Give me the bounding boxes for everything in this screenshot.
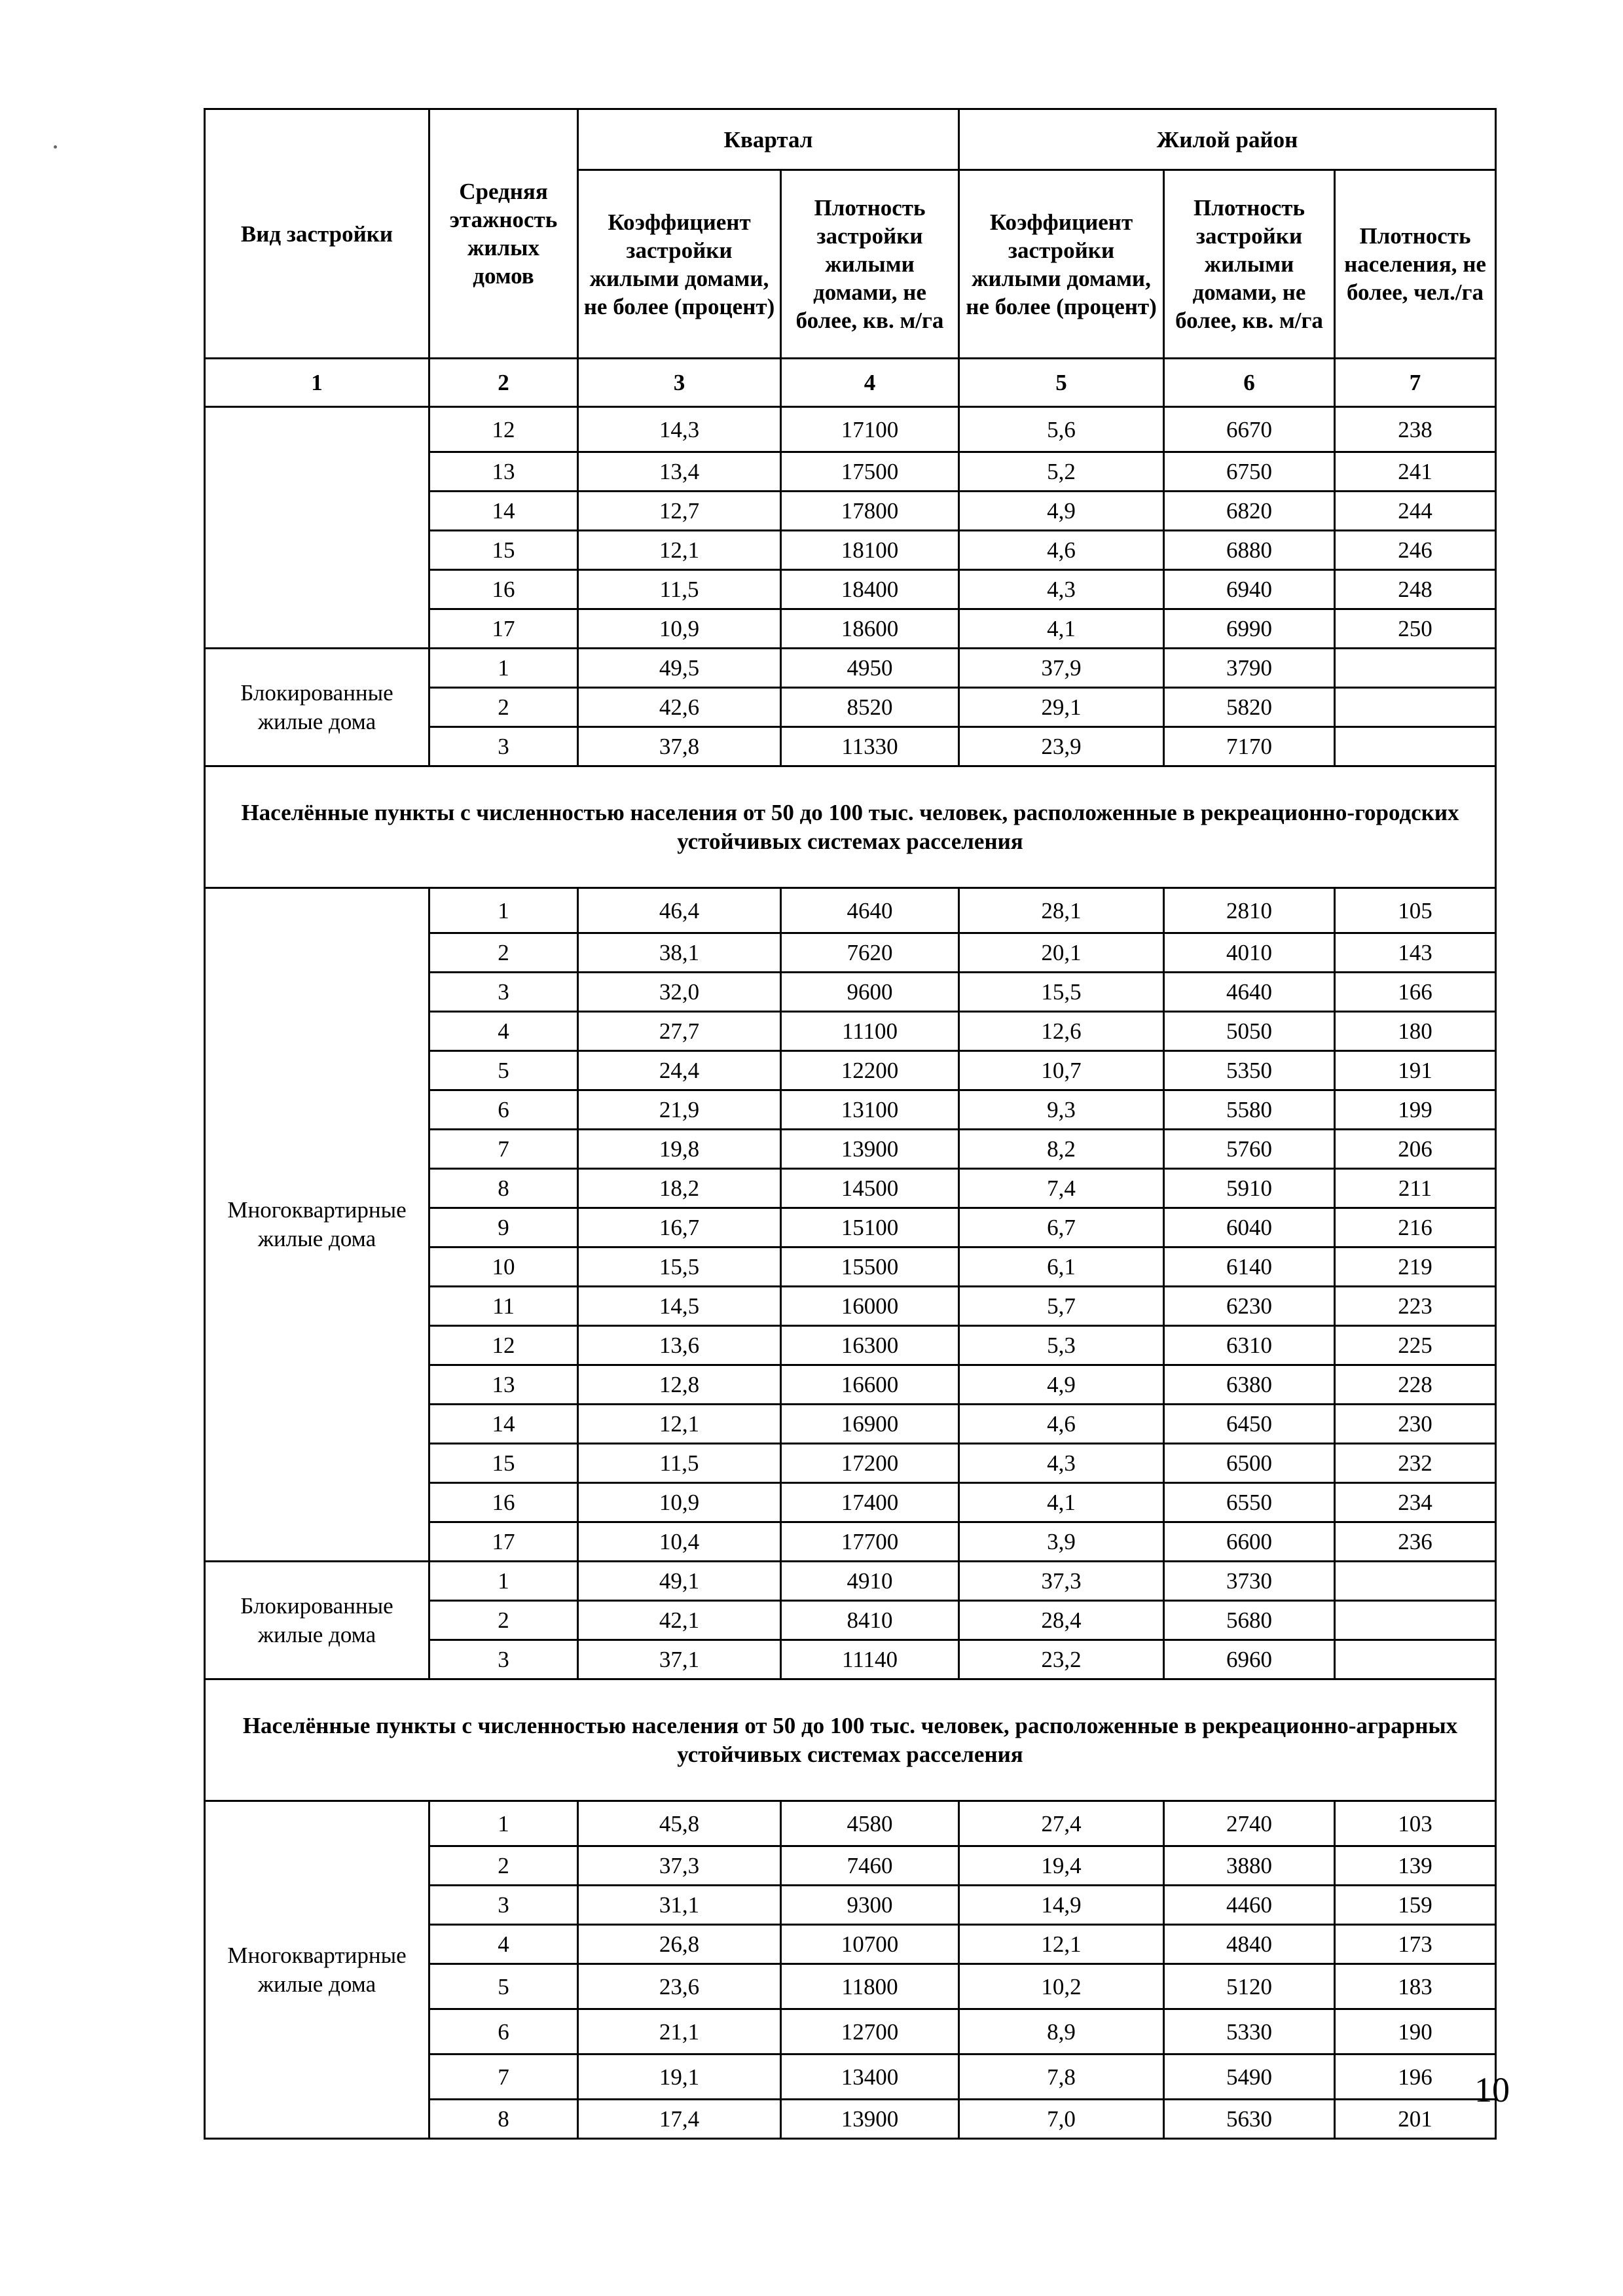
table-cell: 17700 [781,1522,959,1562]
table-cell: 5680 [1164,1601,1335,1640]
table-cell: 13900 [781,1130,959,1169]
table-cell: 143 [1335,933,1496,973]
table-cell: 159 [1335,1886,1496,1925]
table-cell: 9,3 [959,1090,1164,1130]
table-cell: 3,9 [959,1522,1164,1562]
table-cell: 105 [1335,888,1496,933]
table-cell: 15100 [781,1208,959,1247]
table-cell: 4580 [781,1801,959,1846]
table-cell: 17400 [781,1483,959,1522]
table-cell: 6960 [1164,1640,1335,1679]
table-cell: 4,9 [959,492,1164,531]
table-cell: 37,3 [578,1846,781,1886]
table-cell: 250 [1335,609,1496,649]
table-cell [1335,727,1496,766]
table-cell: 3 [429,1886,578,1925]
table-cell: 5,7 [959,1287,1164,1326]
table-row [205,888,1496,933]
table-cell: 23,6 [578,1964,781,2009]
table-cell: 37,9 [959,649,1164,688]
table-cell: 230 [1335,1405,1496,1444]
table-cell: 5330 [1164,2009,1335,2054]
table-cell: 6600 [1164,1522,1335,1562]
table-cell: 14,3 [578,407,781,452]
section-title: Населённые пункты с численностью населения от 50 до 100 тыс. человек, расположенные в рекреационно-городских устойчивых системах расселения [205,766,1496,888]
table-cell: 5820 [1164,688,1335,727]
column-number: 3 [578,359,781,407]
table-cell: 6750 [1164,452,1335,492]
table-cell: 232 [1335,1444,1496,1483]
table-cell: 228 [1335,1365,1496,1405]
table-cell: 6040 [1164,1208,1335,1247]
table-cell: 246 [1335,531,1496,570]
table-cell: 4,6 [959,531,1164,570]
table-cell: 196 [1335,2054,1496,2100]
table-cell: 180 [1335,1012,1496,1051]
header-floors: Средняя этажность жилых домов [429,109,578,359]
table-header [205,109,1496,407]
section-heading-row [205,766,1496,888]
table-cell: 236 [1335,1522,1496,1562]
table-cell: 11,5 [578,1444,781,1483]
table-cell: 11100 [781,1012,959,1051]
scan-speck [54,145,57,149]
table-cell: 13900 [781,2100,959,2139]
table-cell: 2 [429,1601,578,1640]
table-cell: 21,9 [578,1090,781,1130]
table-cell: 11330 [781,727,959,766]
table-cell: 5760 [1164,1130,1335,1169]
table-cell: 21,1 [578,2009,781,2054]
table-cell: 4,3 [959,1444,1164,1483]
table-cell: 16900 [781,1405,959,1444]
table-cell: 3730 [1164,1562,1335,1601]
table-cell: 6500 [1164,1444,1335,1483]
table-cell: 8410 [781,1601,959,1640]
table-cell: 16,7 [578,1208,781,1247]
table-cell: 45,8 [578,1801,781,1846]
table-cell: 3 [429,973,578,1012]
column-number: 6 [1164,359,1335,407]
building-type-cell-continued [205,407,429,649]
table-cell: 7460 [781,1846,959,1886]
table-row [205,1801,1496,1846]
table-row [205,407,1496,452]
table-cell: 12 [429,1326,578,1365]
table-cell: 2 [429,1846,578,1886]
table-cell: 37,3 [959,1562,1164,1601]
table-cell: 4,6 [959,1405,1164,1444]
table-cell: 26,8 [578,1925,781,1964]
table-cell: 13100 [781,1090,959,1130]
table-cell: 11,5 [578,570,781,609]
table-cell: 32,0 [578,973,781,1012]
table-cell: 248 [1335,570,1496,609]
table-cell: 11140 [781,1640,959,1679]
table-cell [1335,649,1496,688]
table-cell: 2740 [1164,1801,1335,1846]
table-cell: 12,7 [578,492,781,531]
table-cell: 8520 [781,688,959,727]
table-cell: 23,2 [959,1640,1164,1679]
table-cell: 206 [1335,1130,1496,1169]
table-cell: 173 [1335,1925,1496,1964]
density-norms-table [204,108,1497,2140]
table-cell: 139 [1335,1846,1496,1886]
table-cell [1335,1640,1496,1679]
table-cell: 6670 [1164,407,1335,452]
header-dist-population: Плотность населения, не более, чел./га [1335,170,1496,359]
table-cell: 7,0 [959,2100,1164,2139]
table-cell: 1 [429,1801,578,1846]
table-cell: 216 [1335,1208,1496,1247]
table-cell: 6940 [1164,570,1335,609]
table-cell: 6380 [1164,1365,1335,1405]
table-cell: 2 [429,688,578,727]
table-cell: 12,6 [959,1012,1164,1051]
table-cell: 19,8 [578,1130,781,1169]
header-district: Жилой район [959,109,1496,170]
table-row [205,1562,1496,1601]
table-cell: 15500 [781,1247,959,1287]
table-cell: 13400 [781,2054,959,2100]
table-cell: 12,1 [578,531,781,570]
table-cell: 18,2 [578,1169,781,1208]
table-cell: 191 [1335,1051,1496,1090]
header-vid: Вид застройки [205,109,429,359]
table-cell: 103 [1335,1801,1496,1846]
table-cell: 2810 [1164,888,1335,933]
table-cell: 166 [1335,973,1496,1012]
table-cell: 4 [429,1012,578,1051]
table-cell: 244 [1335,492,1496,531]
building-type-multi: Многоквартирные жилые дома [205,888,429,1562]
table-cell: 5 [429,1051,578,1090]
table-cell: 3790 [1164,649,1335,688]
table-cell: 6 [429,2009,578,2054]
table-cell: 2 [429,933,578,973]
table-cell: 4460 [1164,1886,1335,1925]
table-cell: 12200 [781,1051,959,1090]
section-title: Населённые пункты с численностью населения от 50 до 100 тыс. человек, расположенные в рекреационно-аграрных устойчивых системах расселения [205,1679,1496,1801]
table-cell: 38,1 [578,933,781,973]
table-cell: 16600 [781,1365,959,1405]
column-number: 2 [429,359,578,407]
table-cell: 17500 [781,452,959,492]
table-cell: 7 [429,2054,578,2100]
table-cell: 42,1 [578,1601,781,1640]
table-cell: 10700 [781,1925,959,1964]
table-cell: 7170 [1164,727,1335,766]
table-cell: 219 [1335,1247,1496,1287]
table-cell: 6230 [1164,1287,1335,1326]
table-cell: 37,1 [578,1640,781,1679]
table-cell: 13 [429,452,578,492]
section-heading-row [205,1679,1496,1801]
table-cell: 4,1 [959,609,1164,649]
table-cell: 17 [429,1522,578,1562]
table-cell: 1 [429,649,578,688]
table-cell: 6880 [1164,531,1335,570]
header-kvartal: Квартал [578,109,959,170]
header-row-groups [205,109,1496,170]
header-kv-density: Плотность застройки жилыми домами, не более, кв. м/га [781,170,959,359]
table-cell: 4,9 [959,1365,1164,1405]
table-cell: 13,4 [578,452,781,492]
table-cell: 183 [1335,1964,1496,2009]
table-cell: 17800 [781,492,959,531]
table-cell [1335,688,1496,727]
header-kv-coef: Коэффициент застройки жилыми домами, не более (процент) [578,170,781,359]
table-cell: 16000 [781,1287,959,1326]
table-cell: 16300 [781,1326,959,1365]
table-cell: 6140 [1164,1247,1335,1287]
building-type-blocked: Блокированные жилые дома [205,649,429,766]
table-cell: 6990 [1164,609,1335,649]
column-number: 4 [781,359,959,407]
table-cell: 5050 [1164,1012,1335,1051]
table-cell: 15 [429,531,578,570]
table-cell: 13 [429,1365,578,1405]
column-number: 7 [1335,359,1496,407]
table-cell: 6820 [1164,492,1335,531]
header-dist-coef: Коэффициент застройки жилыми домами, не более (процент) [959,170,1164,359]
table-cell: 6,7 [959,1208,1164,1247]
table-cell: 10,4 [578,1522,781,1562]
building-type-multi: Многоквартирные жилые дома [205,1801,429,2139]
table-cell: 12 [429,407,578,452]
table-cell: 14,9 [959,1886,1164,1925]
table-cell: 14 [429,492,578,531]
table-cell: 3 [429,1640,578,1679]
table-cell: 211 [1335,1169,1496,1208]
table-cell: 14500 [781,1169,959,1208]
table-cell: 241 [1335,452,1496,492]
column-number: 5 [959,359,1164,407]
table-cell: 13,6 [578,1326,781,1365]
table-cell: 4,3 [959,570,1164,609]
table-cell: 4 [429,1925,578,1964]
table-cell: 8 [429,2100,578,2139]
table-cell: 37,8 [578,727,781,766]
table-cell: 18600 [781,609,959,649]
table-cell: 9300 [781,1886,959,1925]
table-cell: 4,1 [959,1483,1164,1522]
table-cell: 8 [429,1169,578,1208]
table-cell: 12,1 [578,1405,781,1444]
table-cell: 24,4 [578,1051,781,1090]
table-cell: 7 [429,1130,578,1169]
table-cell: 18400 [781,570,959,609]
table-cell: 5 [429,1964,578,2009]
table-row [205,649,1496,688]
table-cell: 234 [1335,1483,1496,1522]
table-cell: 10 [429,1247,578,1287]
table-cell: 5580 [1164,1090,1335,1130]
table-cell: 238 [1335,407,1496,452]
table-cell: 18100 [781,531,959,570]
table-cell: 4640 [1164,973,1335,1012]
table-cell: 19,1 [578,2054,781,2100]
table-cell: 8,2 [959,1130,1164,1169]
table-cell: 6450 [1164,1405,1335,1444]
table-cell: 16 [429,1483,578,1522]
table-cell: 19,4 [959,1846,1164,1886]
table-cell: 12,1 [959,1925,1164,1964]
page-number: 10 [1474,2070,1510,2109]
table-cell: 4640 [781,888,959,933]
table-cell: 7,8 [959,2054,1164,2100]
table-cell: 42,6 [578,688,781,727]
table-cell: 6550 [1164,1483,1335,1522]
table-cell: 6,1 [959,1247,1164,1287]
table-cell: 7,4 [959,1169,1164,1208]
table-cell: 14,5 [578,1287,781,1326]
table-cell: 20,1 [959,933,1164,973]
table-cell: 5,3 [959,1326,1164,1365]
table-cell: 49,1 [578,1562,781,1601]
table-cell: 5,6 [959,407,1164,452]
table-cell: 5490 [1164,2054,1335,2100]
table-cell: 10,9 [578,1483,781,1522]
table-cell: 6 [429,1090,578,1130]
table-cell: 4950 [781,649,959,688]
table-cell: 14 [429,1405,578,1444]
table-cell: 15 [429,1444,578,1483]
table-cell: 16 [429,570,578,609]
table-cell: 5,2 [959,452,1164,492]
table-cell: 1 [429,1562,578,1601]
table-cell: 17 [429,609,578,649]
table-cell: 5350 [1164,1051,1335,1090]
table-body [205,407,1496,2139]
table-cell: 7620 [781,933,959,973]
table-cell: 27,4 [959,1801,1164,1846]
table-cell: 8,9 [959,2009,1164,2054]
table-cell: 23,9 [959,727,1164,766]
table-cell: 11 [429,1287,578,1326]
table-cell: 190 [1335,2009,1496,2054]
column-numbers-row [205,359,1496,407]
table-cell: 5120 [1164,1964,1335,2009]
table-cell: 9600 [781,973,959,1012]
table-cell: 17,4 [578,2100,781,2139]
table-cell: 199 [1335,1090,1496,1130]
table-cell: 31,1 [578,1886,781,1925]
table-cell: 28,1 [959,888,1164,933]
table-cell: 27,7 [578,1012,781,1051]
table-cell: 17100 [781,407,959,452]
table-cell: 12700 [781,2009,959,2054]
table-cell: 4840 [1164,1925,1335,1964]
table-cell: 17200 [781,1444,959,1483]
table-cell: 10,7 [959,1051,1164,1090]
table-cell: 9 [429,1208,578,1247]
table-cell: 46,4 [578,888,781,933]
table-cell: 28,4 [959,1601,1164,1640]
table-cell: 15,5 [959,973,1164,1012]
table-cell: 11800 [781,1964,959,2009]
table-cell: 225 [1335,1326,1496,1365]
table-cell [1335,1601,1496,1640]
column-number: 1 [205,359,429,407]
table-cell: 4010 [1164,933,1335,973]
table-cell: 223 [1335,1287,1496,1326]
table-cell: 3880 [1164,1846,1335,1886]
table-cell: 201 [1335,2100,1496,2139]
table-cell: 12,8 [578,1365,781,1405]
building-type-blocked: Блокированные жилые дома [205,1562,429,1679]
table-cell: 10,2 [959,1964,1164,2009]
table-cell [1335,1562,1496,1601]
table-cell: 10,9 [578,609,781,649]
table-cell: 49,5 [578,649,781,688]
table-cell: 15,5 [578,1247,781,1287]
table-cell: 1 [429,888,578,933]
table-cell: 4910 [781,1562,959,1601]
header-dist-density: Плотность застройки жилыми домами, не более, кв. м/га [1164,170,1335,359]
table-cell: 5910 [1164,1169,1335,1208]
table-cell: 6310 [1164,1326,1335,1365]
table-cell: 5630 [1164,2100,1335,2139]
table-cell: 3 [429,727,578,766]
table-cell: 29,1 [959,688,1164,727]
